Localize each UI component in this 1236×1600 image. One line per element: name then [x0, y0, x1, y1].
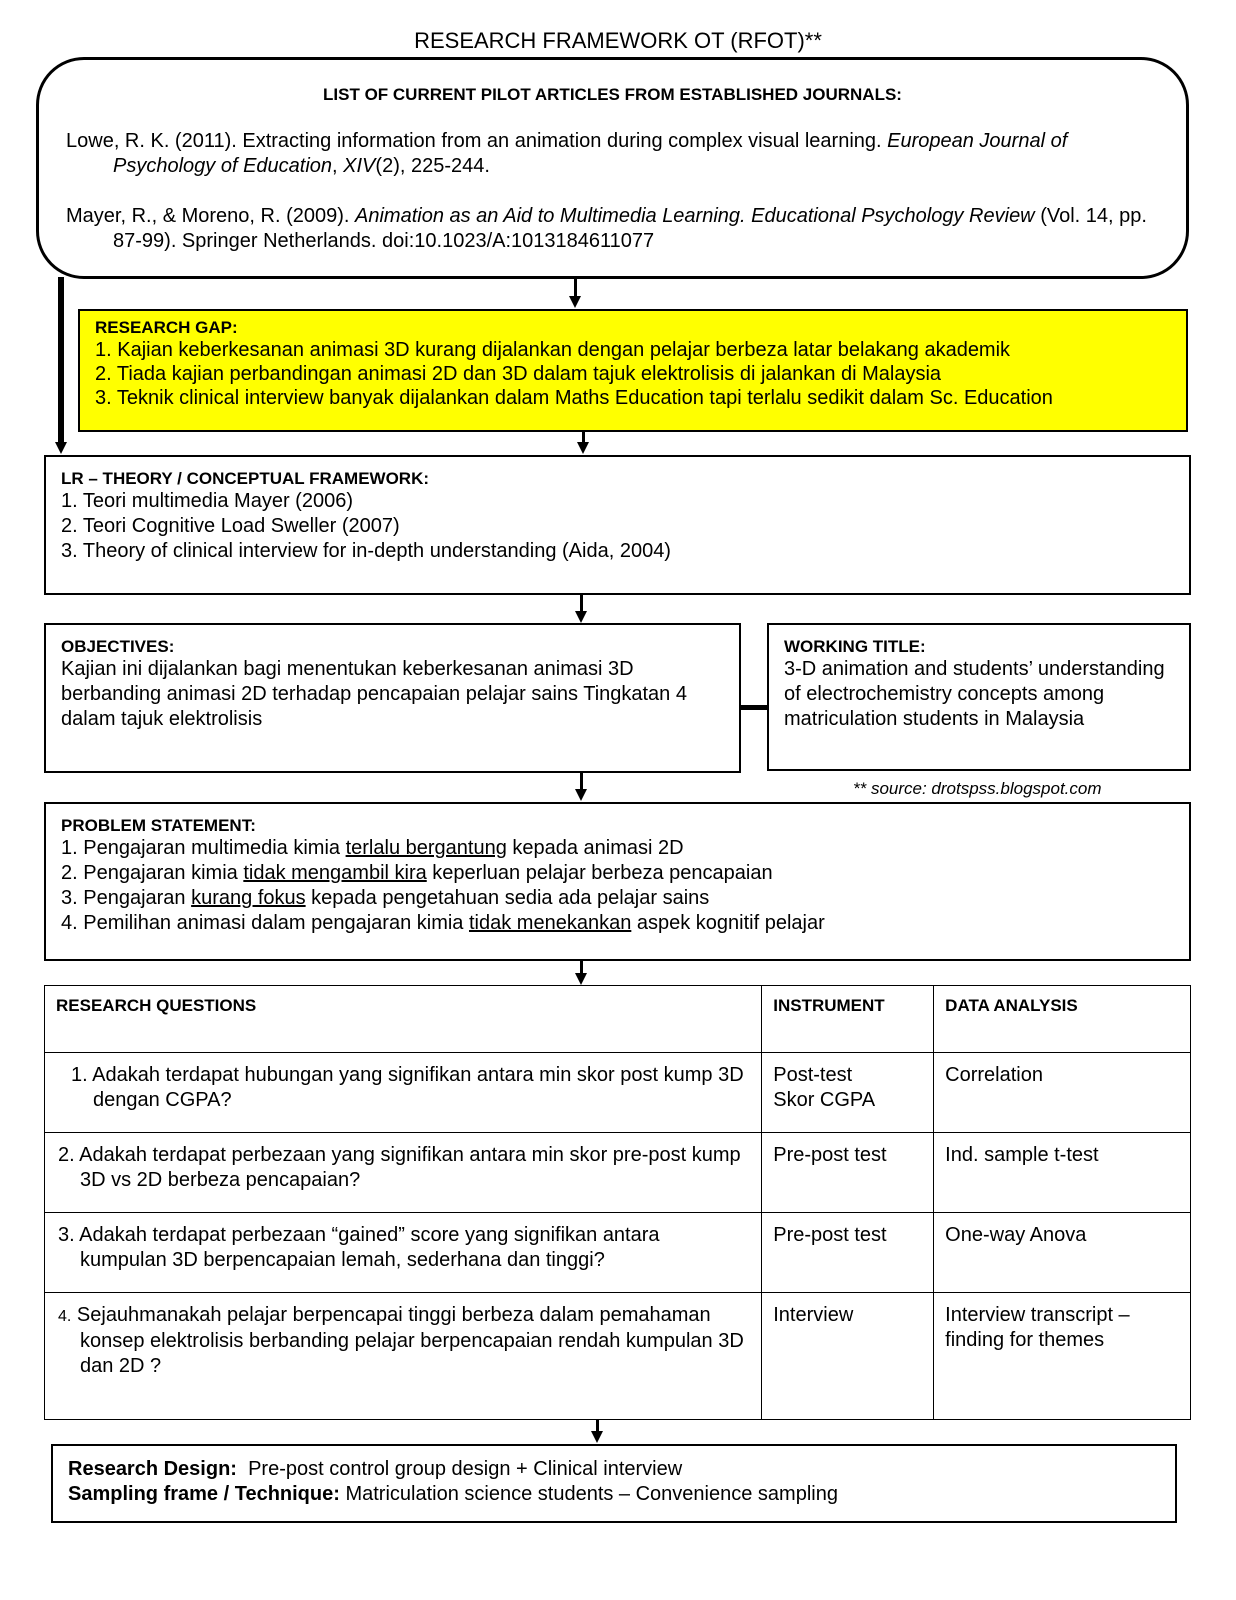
arrow-down-icon [575, 973, 587, 985]
theory-framework-box [44, 455, 1191, 595]
analysis-cell: One-way Anova [934, 1213, 1191, 1293]
source-note: ** source: drotspss.blogspot.com [853, 779, 1102, 798]
research-gap-item: 3. Teknik clinical interview banyak dijalankan dalam Maths Education tapi terlalu sedikit dalam Sc. Education [95, 387, 1053, 409]
research-gap-box [78, 309, 1188, 432]
table-row [45, 1293, 1191, 1420]
research-gap-item: 2. Tiada kajian perbandingan animasi 2D dan 3D dalam tajuk elektrolisis di jalankan di Malaysia [95, 363, 942, 385]
connector-line [580, 773, 583, 790]
theory-item: 3. Theory of clinical interview for in-depth understanding (Aida, 2004) [61, 540, 671, 562]
arrow-down-icon [577, 442, 589, 454]
table-header-row [45, 986, 1191, 1053]
connector-line [741, 705, 767, 710]
analysis-cell: Correlation [934, 1053, 1191, 1133]
analysis-cell: Interview transcript – finding for themes [934, 1293, 1191, 1420]
header-instrument: INSTRUMENT [762, 986, 934, 1053]
sampling-line: Sampling frame / Technique: Matriculation science students – Convenience sampling [68, 1483, 838, 1505]
reference-item: Mayer, R., & Moreno, R. (2009). Animation as an Aid to Multimedia Learning. Educational Psychology Review (Vol. 14, pp. 87-99). Springer Netherlands. doi:10.1023/A:1013184611077 [66, 205, 1147, 252]
table-row [45, 1133, 1191, 1213]
header-research-questions: RESEARCH QUESTIONS [45, 986, 762, 1053]
reference-item: Lowe, R. K. (2011). Extracting information from an animation during complex visual learning. European Journal of Psychology of Education, XIV(2), 225-244. [66, 130, 1068, 177]
question-cell: 3. Adakah terdapat perbezaan “gained” score yang signifikan antara kumpulan 3D berpencapaian lemah, sederhana dan tinggi? [45, 1213, 762, 1293]
theory-item: 2. Teori Cognitive Load Sweller (2007) [61, 515, 400, 537]
theory-heading: LR – THEORY / CONCEPTUAL FRAMEWORK: [61, 469, 430, 488]
objectives-heading: OBJECTIVES: [61, 637, 175, 656]
instrument-cell: Pre-post test [762, 1133, 934, 1213]
question-cell: 4. Sejauhmanakah pelajar berpencapai tinggi berbeza dalam pemahaman konsep elektrolisis berbanding pelajar berpencapaian rendah kumpulan 3D dan 2D ? [45, 1293, 762, 1420]
page-title: RESEARCH FRAMEWORK OT (RFOT)** [414, 28, 822, 53]
arrow-down-icon [591, 1431, 603, 1443]
problem-item: 1. Pengajaran multimedia kimia terlalu bergantung kepada animasi 2D [61, 837, 684, 859]
connector-line [574, 279, 577, 297]
problem-statement-heading: PROBLEM STATEMENT: [61, 816, 256, 835]
literature-heading: LIST OF CURRENT PILOT ARTICLES FROM ESTABLISHED JOURNALS: [323, 85, 902, 104]
working-title-text: 3-D animation and students’ understanding of electrochemistry concepts among matriculation students in Malaysia [784, 658, 1165, 730]
analysis-cell: Ind. sample t-test [934, 1133, 1191, 1213]
problem-statement-box [44, 802, 1191, 961]
research-design-line: Research Design: Pre-post control group design + Clinical interview [68, 1458, 683, 1480]
problem-item: 4. Pemilihan animasi dalam pengajaran kimia tidak menekankan aspek kognitif pelajar [61, 912, 825, 934]
header-data-analysis: DATA ANALYSIS [934, 986, 1191, 1053]
instrument-cell: Post-test Skor CGPA [762, 1053, 934, 1133]
arrow-down-icon [569, 296, 581, 308]
question-cell: 2. Adakah terdapat perbezaan yang signifikan antara min skor pre-post kump 3D vs 2D berbeza pencapaian? [45, 1133, 762, 1213]
research-gap-heading: RESEARCH GAP: [95, 318, 238, 337]
research-questions-table [44, 985, 1191, 1420]
theory-item: 1. Teori multimedia Mayer (2006) [61, 490, 353, 512]
instrument-cell: Interview [762, 1293, 934, 1420]
working-title-box [767, 623, 1191, 771]
question-cell: 1. Adakah terdapat hubungan yang signifikan antara min skor post kump 3D dengan CGPA? [45, 1053, 762, 1133]
literature-box [36, 57, 1189, 279]
research-gap-item: 1. Kajian keberkesanan animasi 3D kurang dijalankan dengan pelajar berbeza latar belakang akademik [95, 339, 1011, 361]
connector-line [580, 595, 583, 611]
table-row [45, 1213, 1191, 1293]
objectives-box [44, 623, 741, 773]
objectives-text: Kajian ini dijalankan bagi menentukan keberkesanan animasi 3D berbanding animasi 2D terhadap pencapaian pelajar sains Tingkatan 4 dalam tajuk elektrolisis [61, 658, 687, 730]
problem-item: 3. Pengajaran kurang fokus kepada pengetahuan sedia ada pelajar sains [61, 887, 710, 909]
working-title-heading: WORKING TITLE: [784, 637, 926, 656]
research-design-box [51, 1444, 1177, 1523]
arrow-down-icon [575, 789, 587, 801]
arrow-down-icon [55, 442, 67, 454]
connector-line [58, 277, 64, 444]
instrument-cell: Pre-post test [762, 1213, 934, 1293]
arrow-down-icon [575, 611, 587, 623]
problem-item: 2. Pengajaran kimia tidak mengambil kira keperluan pelajar berbeza pencapaian [61, 862, 773, 884]
table-row [45, 1053, 1191, 1133]
